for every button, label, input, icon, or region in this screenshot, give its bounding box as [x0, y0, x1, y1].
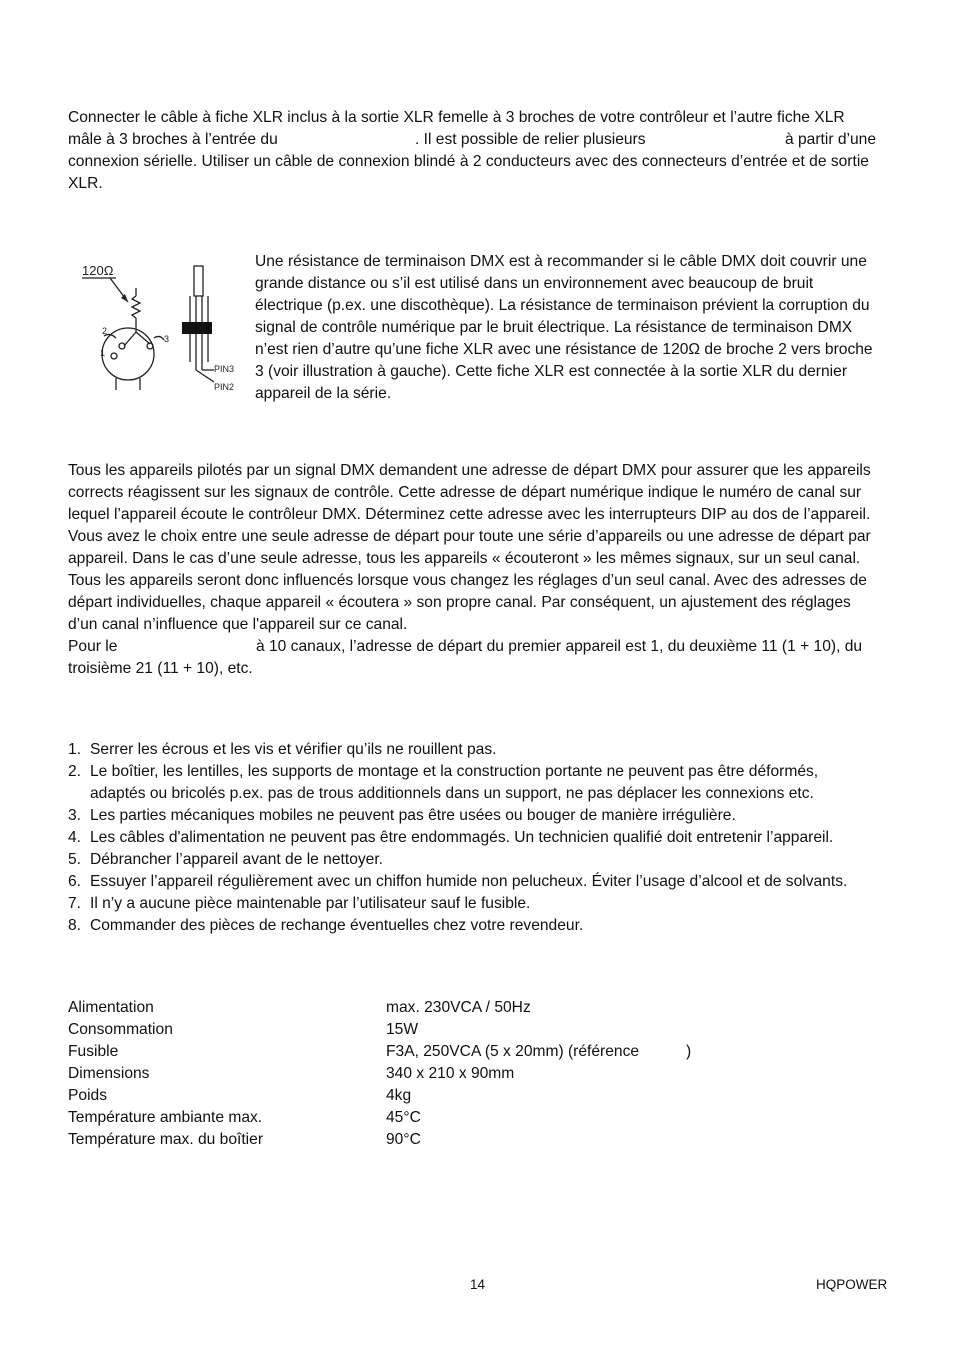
list-text: Débrancher l’appareil avant de le nettoyer.	[90, 851, 383, 868]
list-item	[68, 827, 888, 849]
spec-label: Fusible	[68, 1043, 119, 1060]
termination-paragraph	[255, 251, 885, 405]
text-line: connexion sérielle. Utiliser un câble de connexion blindé à 2 conducteurs avec des connecteurs d’entrée et de sortie	[68, 153, 869, 170]
spec-row	[68, 1041, 768, 1063]
text-line: Une résistance de terminaison DMX est à recommander si le câble DMX doit couvrir une	[255, 253, 867, 270]
text-line: grande distance ou s’il est utilisé dans un environnement avec beaucoup de bruit	[255, 275, 814, 292]
list-item	[68, 739, 888, 761]
text-line: troisième 21 (11 + 10), etc.	[68, 660, 253, 677]
spec-value: 15W	[386, 1021, 419, 1038]
pin3-label: PIN3	[214, 364, 235, 374]
spec-value: 340 x 210 x 90mm	[386, 1065, 515, 1082]
text-line: d’un canal n’influence que l'appareil sur ce canal.	[68, 616, 408, 633]
text-segment: à 10 canaux, l’adresse de départ du premier appareil est 1, du deuxième 11 (1 + 10), du	[256, 638, 863, 655]
spec-row	[68, 1129, 768, 1151]
spec-value: 4kg	[386, 1087, 412, 1104]
text-line: lequel l’appareil écoute le contrôleur DMX. Déterminez cette adresse avec les interrupteurs DIP au dos de l’appareil.	[68, 506, 871, 523]
spec-label: Alimentation	[68, 999, 154, 1016]
spec-label: Dimensions	[68, 1065, 150, 1082]
spec-label: Consommation	[68, 1021, 173, 1038]
spec-value: F3A, 250VCA (5 x 20mm) (référence	[386, 1043, 640, 1060]
spec-value: max. 230VCA / 50Hz	[386, 999, 531, 1016]
connection-paragraph	[68, 107, 882, 195]
spec-row	[68, 1019, 768, 1041]
text-segment: à partir d’une	[785, 131, 877, 148]
addressing-paragraph	[68, 460, 898, 680]
text-line: appareil de la série.	[255, 385, 392, 402]
text-line: Connecter le câble à fiche XLR inclus à la sortie XLR femelle à 3 broches de votre contrôleur et l’autre fiche XLR	[68, 109, 845, 126]
text-line: Tous les appareils pilotés par un signal DMX demandent une adresse de départ DMX pour assurer que les appareils	[68, 462, 871, 479]
list-number: 1.	[68, 741, 82, 758]
text-line: Tous les appareils seront donc influencés lorsque vous changez les réglages d’un seul canal. Avec des adresses de	[68, 572, 867, 589]
text-line: 3 (voir illustration à gauche). Cette fiche XLR est connectée à la sortie XLR du dernier	[255, 363, 848, 380]
spec-row	[68, 1107, 768, 1129]
text-segment: . Il est possible de relier plusieurs	[415, 131, 646, 148]
list-number: 6.	[68, 873, 82, 890]
text-line-split	[68, 129, 882, 151]
spec-value-suffix: )	[686, 1043, 692, 1060]
spec-label: Poids	[68, 1087, 108, 1104]
list-number: 4.	[68, 829, 82, 846]
text-line: départ individuelles, chaque appareil « écoutera » son propre canal. Par conséquent, un ajustement des réglages	[68, 594, 851, 611]
text-segment: mâle à 3 broches à l’entrée du	[68, 131, 278, 148]
spec-label: Température max. du boîtier	[68, 1131, 264, 1148]
list-number: 2.	[68, 763, 82, 780]
maintenance-list	[68, 739, 888, 937]
list-text: Il n’y a aucune pièce maintenable par l’utilisateur sauf le fusible.	[90, 895, 531, 912]
text-line-split	[68, 636, 898, 658]
list-item	[68, 893, 888, 915]
list-number: 5.	[68, 851, 82, 868]
list-item	[68, 849, 888, 871]
text-line: Vous avez le choix entre une seule adresse de départ pour toute une série d’appareils ou une adresse de départ par	[68, 528, 871, 545]
spec-value: 45°C	[386, 1109, 421, 1126]
text-line: corrects réagissent sur les signaux de contrôle. Cette adresse de départ numérique indique le numéro de canal sur	[68, 484, 862, 501]
page-number: 14	[470, 1277, 486, 1292]
list-item	[68, 915, 888, 937]
spec-row	[68, 1063, 768, 1085]
pin2-label: PIN2	[214, 382, 235, 392]
text-line: appareil. Dans le cas d’une seule adresse, tous les appareils « écouteront » les mêmes signaux, sur un seul canal.	[68, 550, 861, 567]
list-text: Commander des pièces de rechange éventuelles chez votre revendeur.	[90, 917, 584, 934]
list-item	[68, 805, 888, 827]
list-text: Serrer les écrous et les vis et vérifier qu’ils ne rouillent pas.	[90, 741, 497, 758]
list-number: 7.	[68, 895, 82, 912]
list-item	[68, 871, 888, 893]
list-text: Les parties mécaniques mobiles ne peuvent pas être usées ou bouger de manière irrégulière.	[90, 807, 736, 824]
list-text: Essuyer l’appareil régulièrement avec un chiffon humide non pelucheux. Éviter l’usage d’alcool et de solvants.	[90, 873, 848, 890]
spec-row	[68, 997, 768, 1019]
list-item	[68, 761, 888, 805]
specifications-table	[68, 997, 768, 1151]
resistor-label: 120Ω	[82, 263, 114, 278]
text-line: électrique (p.ex. une discothèque). La résistance de terminaison prévient la corruption du	[255, 297, 870, 314]
pin-3-label: 3	[164, 334, 170, 344]
text-line: signal de contrôle numérique par le bruit électrique. La résistance de terminaison DMX	[255, 319, 853, 336]
list-text: Les câbles d'alimentation ne peuvent pas être endommagés. Un technicien qualifié doit entretenir l’appareil.	[90, 829, 834, 846]
text-line: n’est rien d’autre qu’une fiche XLR avec une résistance de 120Ω de broche 2 vers broche	[255, 341, 873, 358]
spec-value: 90°C	[386, 1131, 421, 1148]
list-text: adaptés ou bricolés p.ex. pas de trous additionnels dans un support, ne pas déplacer les connexions etc.	[90, 785, 814, 802]
list-text: Le boîtier, les lentilles, les supports de montage et la construction portante ne peuvent pas être déformés,	[90, 763, 819, 780]
spec-row	[68, 1085, 768, 1107]
text-segment: Pour le	[68, 638, 118, 655]
text-line: XLR.	[68, 175, 103, 192]
pin-2-label: 2	[102, 326, 108, 336]
heat-shrink-band	[182, 322, 212, 334]
pin-1-label: 1	[100, 348, 106, 358]
spec-label: Température ambiante max.	[68, 1109, 263, 1126]
xlr-termination-diagram	[76, 258, 248, 396]
list-number: 3.	[68, 807, 82, 824]
list-number: 8.	[68, 917, 82, 934]
brand-footer: HQPOWER	[816, 1277, 888, 1292]
